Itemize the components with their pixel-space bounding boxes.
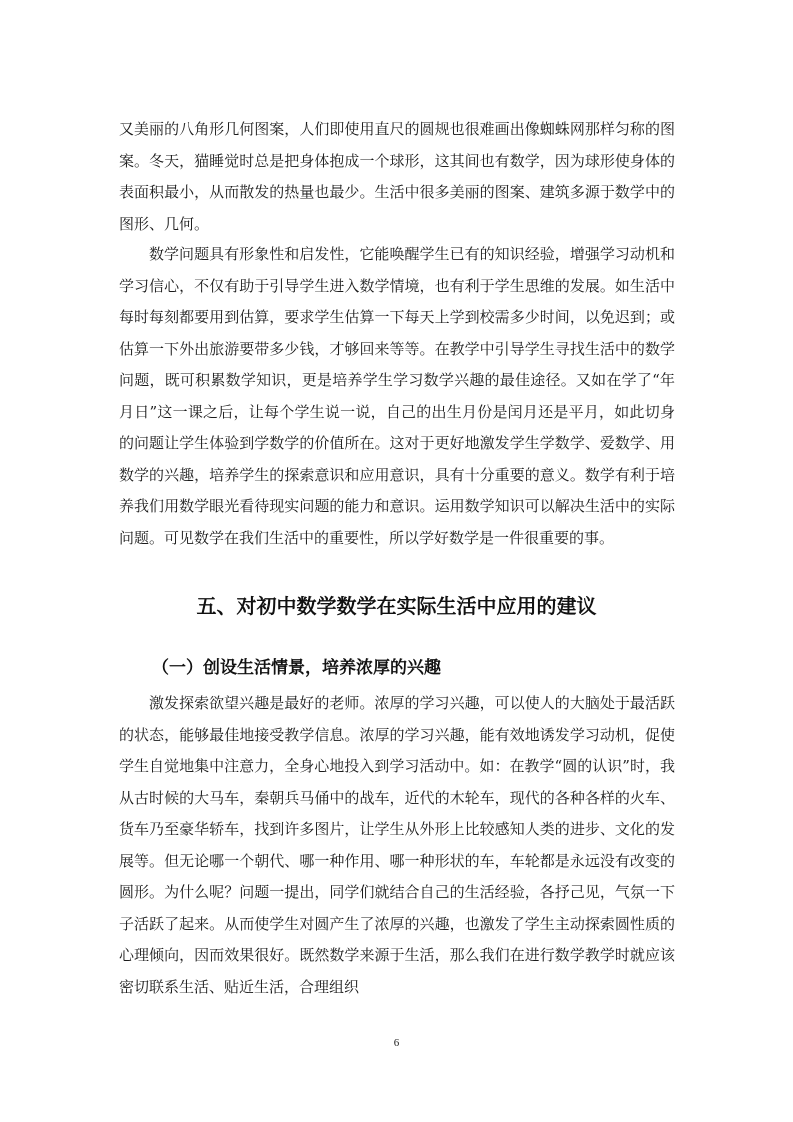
subsection-heading: （一）创设生活情景，培养浓厚的兴趣 bbox=[152, 658, 441, 678]
paragraph-continued: 又美丽的八角形几何图案，人们即使用直尺的圆规也很难画出像蜘蛛网那样匀称的图案。冬天，猫睡觉时总是把身体抱成一个球形，这其间也有数学，因为球形使身体的表面积最小，从而散发的热量也最少。生活中很多美丽的图案、建筑多源于数学中的图形、几何。 bbox=[119, 120, 675, 233]
paragraph-math-problems: 数学问题具有形象性和启发性，它能唤醒学生已有的知识经验，增强学习动机和学习信心，不仅有助于引导学生进入数学情境，也有利于学生思维的发展。如生活中每时每刻都要用到估算，要求学生估算一下每天上学到校需多少时间，以免迟到；或估算一下外出旅游要带多少钱，才够回来等等。在教学中引导学生寻找生活中的数学问题，既可积累数学知识，更是培养学生学习数学兴趣的最佳途径。又如在学了“年月日”这一课之后，让每个学生说一说，自己的出生月份是闰月还是平月，如此切身的问题让学生体验到学数学的价值所在。这对于更好地激发学生学数学、爱数学、用数学的兴趣，培养学生的探索意识和应用意识，具有十分重要的意义。数学有利于培养我们用数学眼光看待现实问题的能力和意识。运用数学知识可以解决生活中的实际问题。可见数学在我们生活中的重要性，所以学好数学是一件很重要的事。 bbox=[119, 245, 675, 547]
section-heading: 五、对初中数学数学在实际生活中应用的建议 bbox=[196, 594, 597, 618]
paragraph-interest: 激发探索欲望兴趣是最好的老师。浓厚的学习兴趣，可以使人的大脑处于最活跃的状态，能够最佳地接受教学信息。浓厚的学习兴趣，能有效地诱发学习动机，促使学生自觉地集中注意力，全身心地投入到学习活动中。如：在教学“圆的认识”时，我从古时候的大马车，秦朝兵马俑中的战车，近代的木轮车，现代的各种各样的火车、货车乃至豪华轿车，找到许多图片，让学生从外形上比较感知人类的进步、文化的发展等。但无论哪一个朝代、哪一种作用、哪一种形状的车，车轮都是永远没有改变的圆形。为什么呢？问题一提出，同学们就结合自己的生活经验，各抒己见，气氛一下子活跃了起来。从而使学生对圆产生了浓厚的兴趣，也激发了学生主动探索圆性质的心理倾向，因而效果很好。既然数学来源于生活，那么我们在进行数学教学时就应该密切联系生活、贴近生活，合理组织 bbox=[119, 694, 675, 996]
page-number: 6 bbox=[393, 1037, 400, 1049]
